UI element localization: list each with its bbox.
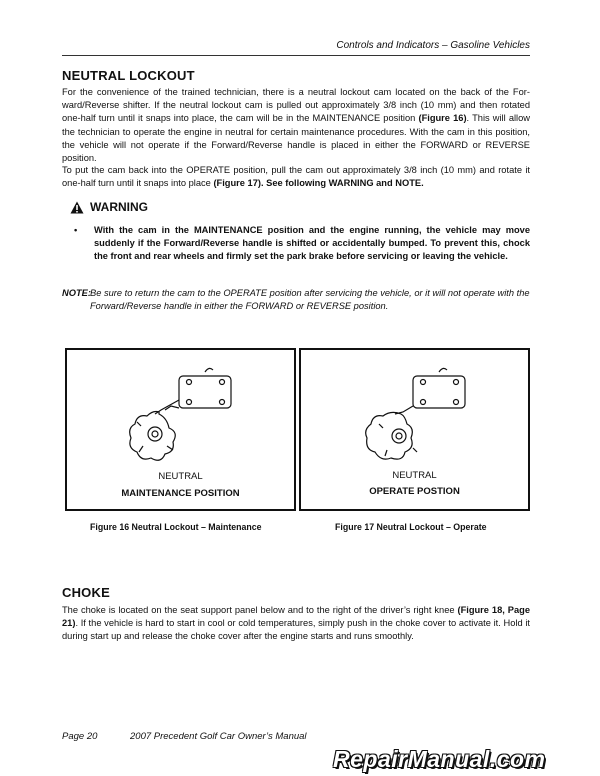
figure-17-caption: Figure 17 Neutral Lockout – Operate (335, 522, 487, 532)
figure-16-label-neutral: NEUTRAL (158, 471, 203, 482)
neutral-lockout-paragraph-2: To put the cam back into the OPERATE position, pull the cam out approximately 3/8 inch (10 mm) and rotate it one-half turn until it snaps into place (Figure 17). See following WARNING and NOTE. (62, 165, 530, 189)
warning-title: WARNING (90, 200, 148, 214)
neutral-lockout-paragraph-1: For the convenience of the trained technician, there is a neutral lockout cam located on the back of the Forward/Reverse shifter. If the neutral lockout cam is pulled out approximately 3/8 inch (10 mm) and then rotated one-half turn until it snaps into place, the cam will be in the MAINTENANCE position (Figure 16). This will allow the technician to operate the engine in neutral for certain maintenance procedures. With the cam in this position, the vehicle will not operate if the Forward/Reverse handle is placed in either the FORWARD or REVERSE position. (62, 87, 531, 164)
figure-16-box (65, 348, 296, 511)
figure-17-box (299, 348, 530, 511)
figure-16-caption: Figure 16 Neutral Lockout – Maintenance (90, 522, 262, 532)
figure-16-label-position: MAINTENANCE POSITION (121, 488, 240, 499)
footer-page-number: Page 20 (62, 731, 98, 742)
footer-manual-title: 2007 Precedent Golf Car Owner’s Manual (130, 731, 307, 742)
warning-text: With the cam in the MAINTENANCE position and the engine running, the vehicle may move suddenly if the Forward/Reverse handle is shifted or accidentally bumped. To prevent this, chock the front and rear wheels and firmly set the park brake before servicing or leaving the vehicle. (94, 225, 530, 262)
watermark: RepairManual.com (333, 746, 546, 772)
note-block (62, 287, 530, 313)
maintenance-cam-illustration (67, 350, 296, 511)
section-title-choke: CHOKE (62, 585, 110, 600)
warning-text-block (76, 224, 530, 264)
header-rule (62, 55, 530, 56)
bullet: • (74, 225, 78, 235)
section-title-neutral-lockout: NEUTRAL LOCKOUT (62, 68, 195, 83)
figure-17-label-neutral: NEUTRAL (392, 470, 437, 481)
warning-heading (70, 200, 148, 214)
figure-17-reference: (Figure 17). See following WARNING and NOTE. (213, 178, 424, 189)
figure-17-label-position: OPERATE POSTION (369, 486, 460, 497)
figure-16-reference: (Figure 16) (418, 113, 467, 124)
note-label: NOTE: (62, 288, 91, 298)
figure-18-reference: (Figure 18, Page 21) (62, 605, 530, 629)
choke-paragraph: The choke is located on the seat support panel below and to the right of the driver’s right knee (Figure 18, Page 21). If the vehicle is hard to start in cool or cold temperatures, simply push in the choke cover to activate it. Hold it during start up and release the choke cover after the engine starts and runs smoothly. (62, 605, 530, 642)
note-text: Be sure to return the cam to the OPERATE position after servicing the vehicle, or it will not operate with the Forward/Reverse handle in either the FORWARD or REVERSE position. (90, 288, 530, 312)
warning-triangle-icon (70, 201, 84, 214)
running-header: Controls and Indicators – Gasoline Vehicles (336, 40, 530, 51)
